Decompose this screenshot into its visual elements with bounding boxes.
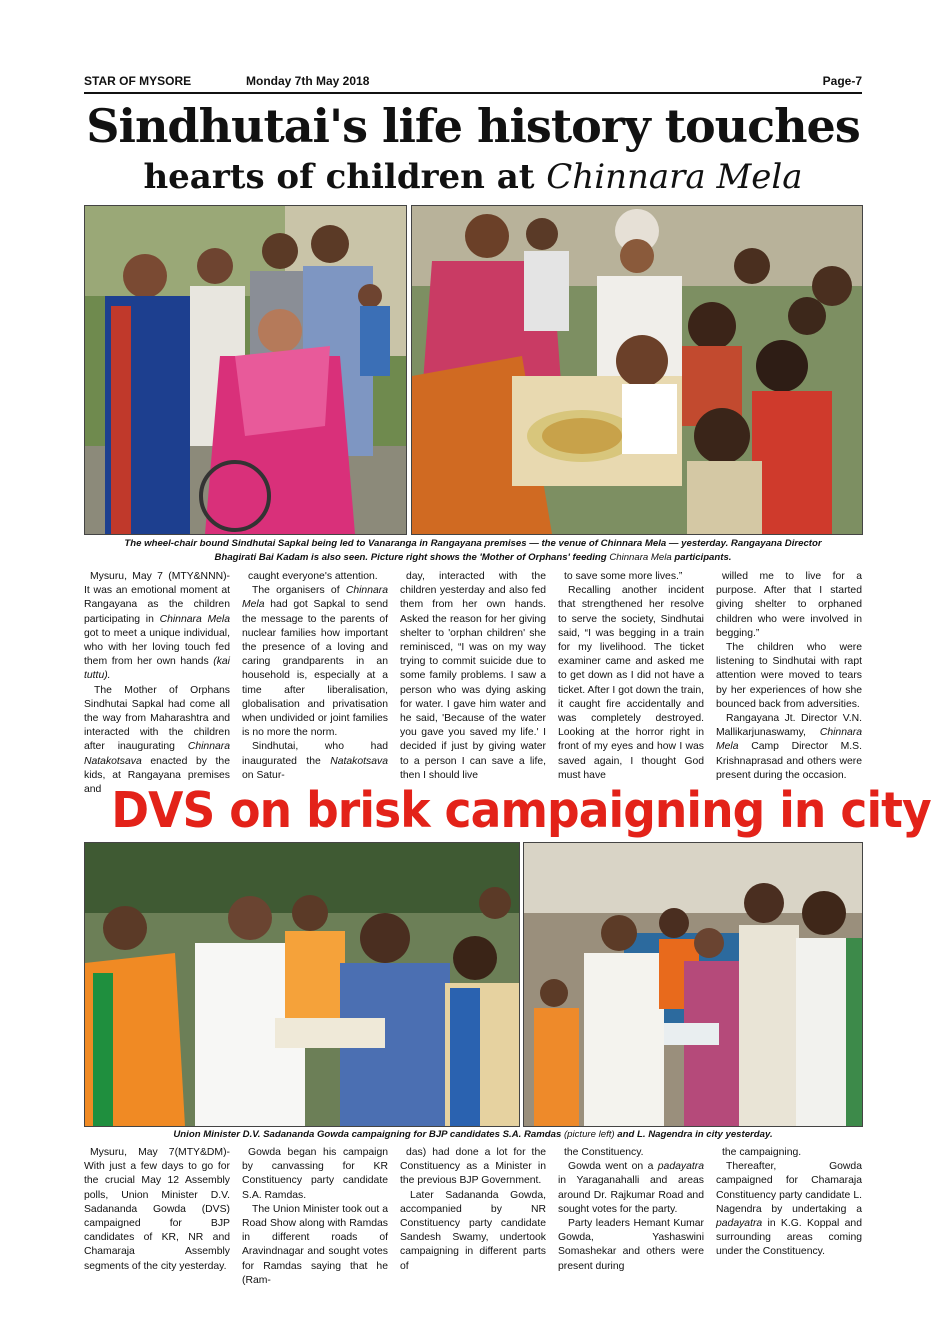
text-run-italic: padayatra bbox=[716, 1218, 763, 1230]
story2-col5-para2 bbox=[716, 1160, 862, 1259]
story2-col5-para1: the campaigning. bbox=[722, 1147, 802, 1158]
text-run: got to meet a unique individual, who with her loving touch fed them from her own hands bbox=[84, 627, 230, 668]
story1-col1-para1 bbox=[84, 570, 230, 684]
story2-caption-c: and L. Nagendra in city yesterday. bbox=[614, 1129, 773, 1140]
story1-column-4 bbox=[558, 570, 704, 781]
text-run-italic: padayatra bbox=[657, 1161, 704, 1173]
text-run-italic: Natakotsava bbox=[330, 755, 388, 767]
issue-date: Monday 7th May 2018 bbox=[246, 74, 370, 88]
story1-col4-para2: Recalling another incident that strengthened her resolve to serve the society, Sindhutai said, “I was begging in a train for my livelihood. The ticket examiner came and asked me to get down as I did not have a ticket. After I got down the train, it caught fire accidentally and was completely destroyed. Looking at the horror right in front of my eyes and how I was saved again, I thought God must have bbox=[558, 585, 704, 781]
masthead bbox=[84, 74, 862, 90]
story1-col2-para3 bbox=[242, 740, 388, 783]
newspaper-name: STAR OF MYSORE bbox=[84, 74, 192, 88]
story1-headline: Sindhutai's life history touches bbox=[86, 99, 860, 153]
story2-col3-para2: Later Sadananda Gowda, accompanied by NR Constituency party candidate Sandesh Swamy, undertook campaigning in different parts of bbox=[400, 1189, 546, 1272]
masthead-rule bbox=[84, 92, 862, 94]
story1-caption-line2-a: Bhagirati Bai Kadam is also seen. Picture right shows the 'Mother of Orphans' feeding bbox=[214, 552, 610, 563]
text-run: Mysuru, May 7 (MTY&NNN)- It was an emotional moment at Rangayana as the children participating in bbox=[84, 571, 230, 625]
story1-subheadline-italic: Chinnara Mela bbox=[546, 157, 803, 197]
story1-column-1 bbox=[84, 570, 230, 796]
text-run: Thereafter, Gowda campaigned for Chamaraja Constituency party candidate L. Nagendra by undertaking a bbox=[716, 1161, 862, 1215]
wheelchair-photo-image bbox=[85, 206, 406, 534]
text-run-italic: (kai tuttu). bbox=[84, 656, 230, 682]
story1-column-3 bbox=[400, 570, 546, 781]
text-run: had got Sapkal to send the message to the parents of nuclear families how important the presence of a loving and caring grandparents in an household is, especially at a time after liberalisation, globalisation and privatisation when undivided or joint families is no more the norm. bbox=[242, 599, 388, 739]
story1-photo-left bbox=[84, 205, 407, 535]
story2-column-1 bbox=[84, 1146, 230, 1296]
story2-caption-b: (picture left) bbox=[563, 1129, 615, 1140]
story2-col3-para1: das) had done a lot for the Constituency as a Minister in the previous BJP Government. bbox=[400, 1147, 546, 1187]
story2-col4-para2 bbox=[558, 1160, 704, 1217]
story1-caption-line2 bbox=[84, 551, 862, 565]
story2-col4-para3: Party leaders Hemant Kumar Gowda, Yashaswini Somashekar and others were present during bbox=[558, 1218, 704, 1272]
story1-col3-para1: day, interacted with the children yesterday and also fed them from her own hands. Asked the reason for her giving shelter to 'orphan children' she reminisced, “I was on my way trying to commit suicide due to some family problems. I saw a person who was dying asking for water. I gave him water and he said, 'Because of the water you gave you saved my life.' I decided if just by giving water to a person I can save a life, then I should live bbox=[400, 571, 546, 781]
story1-caption-line2-c: participants. bbox=[671, 552, 732, 563]
text-run: in Yaraganahalli and areas around Dr. Rajkumar Road and sought votes for the party. bbox=[558, 1175, 704, 1215]
text-run: Gowda went on a bbox=[568, 1161, 658, 1173]
text-run: in K.G. Koppal and surrounding areas coming under the Constituency. bbox=[716, 1218, 862, 1258]
text-run-italic: Chinnara Mela bbox=[159, 613, 230, 625]
story1-column-2 bbox=[242, 570, 388, 781]
story1-caption-line1: The wheel-chair bound Sindhutai Sapkal being led to Vanaranga in Rangayana premises — the venue of Chinnara Mela — yesterday. Rangayana Director bbox=[124, 538, 822, 549]
story2-col4-para1: the Constituency. bbox=[564, 1147, 644, 1158]
text-run: Rangayana Jt. Director V.N. Mallikarjunaswamy, bbox=[716, 713, 862, 739]
story2-col2-para2: The Union Minister took out a Road Show along with Ramdas in different roads of Aravindnagar and sought votes for Ramdas saying that he (Ram- bbox=[242, 1203, 388, 1286]
door-to-door-image bbox=[524, 843, 862, 1126]
story2-col2-para1: Gowda began his campaign by canvassing for KR Constituency party candidate S.A. Ramdas. bbox=[242, 1147, 388, 1201]
text-run: enacted by the kids, at Rangayana premises and bbox=[84, 755, 230, 796]
story2-column-5 bbox=[716, 1146, 862, 1296]
story1-col5-para1: willed me to live for a purpose. After that I started giving shelter to orphaned children who were involved in begging.” bbox=[716, 571, 862, 639]
story2-caption-a: Union Minister D.V. Sadananda Gowda campaigning for BJP candidates S.A. Ramdas bbox=[173, 1129, 564, 1140]
text-run-italic: Chinnara Mela bbox=[242, 585, 388, 611]
page-number: Page-7 bbox=[822, 74, 862, 88]
story2-caption bbox=[84, 1128, 862, 1142]
text-run: on Satur- bbox=[242, 769, 285, 781]
story2-column-2 bbox=[242, 1146, 388, 1296]
story1-subheadline bbox=[84, 154, 862, 200]
story1-caption-line2-b: Chinnara Mela bbox=[609, 552, 672, 563]
feeding-children-image bbox=[412, 206, 862, 534]
story1-col2-para2 bbox=[242, 584, 388, 740]
roadshow-image bbox=[85, 843, 519, 1126]
story2-col1-para1: Mysuru, May 7(MTY&DM)- With just a few days to go for the crucial May 12 Assembly polls, Union Minister D.V. Sadananda Gowda (DVS) campaigned for BJP candidates of KR, NR and Chamaraja Assembly segments of the city yesterday. bbox=[84, 1147, 230, 1272]
story1-caption bbox=[84, 537, 862, 565]
story1-col5-para2: The children who were listening to Sindhutai with rapt attention were moved to tears by her experiences of how she bounced back from adversities. bbox=[716, 642, 862, 710]
text-run: The Mother of Orphans Sindhutai Sapkal had come all the way from Maharashtra and interacted with the children after inaugurating bbox=[84, 684, 230, 753]
story1-col2-para1: caught everyone's attention. bbox=[248, 571, 378, 582]
story1-photo-right bbox=[411, 205, 863, 535]
text-run: Sindhutai, who had inaugurated the bbox=[242, 741, 388, 767]
story2-headline: DVS on brisk campaigning in city bbox=[111, 782, 931, 839]
story1-col4-para1: to save some more lives.” bbox=[564, 571, 683, 582]
text-run: Camp Director M.S. Krishnaprasad and others were present during the occasion. bbox=[716, 741, 862, 781]
story1-column-5 bbox=[716, 570, 862, 781]
text-run-italic: Chinnara Mela bbox=[716, 727, 862, 753]
text-run: The organisers of bbox=[252, 585, 346, 597]
story2-photo-left bbox=[84, 842, 520, 1127]
text-run-italic: Chinnara Natakotsava bbox=[84, 741, 230, 767]
story2-column-3 bbox=[400, 1146, 546, 1296]
story2-photo-right bbox=[523, 842, 863, 1127]
story1-col5-para3 bbox=[716, 712, 862, 783]
story1-subheadline-text: hearts of children at bbox=[143, 157, 547, 197]
story2-column-4 bbox=[558, 1146, 704, 1296]
